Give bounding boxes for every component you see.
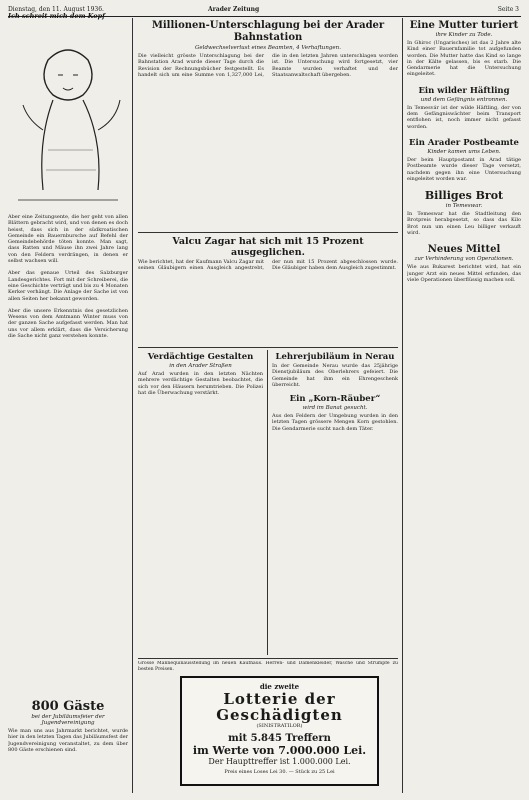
article-mutter: In Ghiroc (Ungarisches) ist das 2 Jahre alte Kind einer Bauernfamilie tot aufgefunden worden. Die Mutter hatte das Kind so lange in der Kälte gelassen, bis es starb. Die Gendarmerie hat die Untersuchung eingeleitet.	[407, 40, 521, 78]
lottery-title: Lotterie der Geschädigten	[216, 690, 343, 724]
article-gestalten: Auf Arad wurden in den letzten Nächten mehrere verdächtige Gestalten beobachtet, die sich vor den Häusern herumtrieben. Die Polizei hat die Überwachung verstärkt.	[138, 371, 263, 396]
article-amtmann: Aber die unsere Erkenntnis des gesetzlichen Wesens von dem Amtmann Winter muss von der ganzen Sache aufgefasst werden. Man hat uns vor allem erklärt, dass die Versicherung die Sache nicht ganz verstehen konnte.	[8, 307, 128, 340]
column-divider-inner	[267, 350, 268, 655]
headline-mutter: Eine Mutter turiert	[409, 20, 519, 31]
lottery-value: im Werte von 7.000.000 Lei.	[192, 744, 367, 757]
article-lehrer: In der Gemeinde Nerau wurde das 25jährige Dienstjubiläum des Oberlehrers gefeiert. Die Gemeinde hat ihm ein Ehrengeschenk überreicht.	[272, 363, 398, 388]
issue-date: Dienstag, den 11. August 1936.	[8, 6, 104, 13]
subhead-gestalten: in den Arader Straßen	[169, 363, 232, 369]
headline-mittel: Neues Mittel	[427, 244, 501, 256]
article-haeftling: In Temesvár ist der wilde Häftling, der von dem Gefängniswächter beim Transport entflohen ist, noch immer nicht gefasst worden.	[407, 104, 521, 130]
column-right	[407, 18, 521, 796]
notice-text: Grosse Mannequinausstellung im neuen Kaufhaus. Herren- und Damenkleider, Wäsche und Strümpfe zu besten Preisen.	[138, 661, 398, 672]
article-korn: Aus den Feldern der Umgebung wurden in den letzten Tagen grössere Mengen Korn gestohlen. Die Gendarmerie sucht nach dem Täter.	[272, 413, 398, 432]
lottery-advertisement	[180, 676, 379, 786]
article-millionen: Die vielleicht grösste Unterschlagung bei der Bahnstation Arad wurde dieser Tage durch die Revision der Rechnungsbücher festgestellt. Es handelt sich um eine Summe von 1,327,000 Lei, die in den letzten Jahren unterschlagen worden ist. Die Untersuchung wird fortgesetzt, vier Beamte wurden verhaftet und der Staatsanwaltschaft übergeben.	[138, 53, 398, 78]
headline-korn: Ein „Korn-Räuber“	[289, 394, 381, 405]
article-mittel: Wie aus Bukarest berichtet wird, hat ein junger Arzt ein neues Mittel erfunden, das viele Operationen überflüssig machen soll.	[407, 264, 521, 283]
subhead-brot: in Temeswar.	[445, 203, 483, 210]
lottery-subtitle: (SINISTRATILOR)	[256, 723, 303, 729]
headline-brot: Billiges Brot	[424, 189, 504, 203]
lottery-main-prize: Der Haupttreffer ist 1.000.000 Lei.	[208, 757, 351, 766]
headline-postbeamte: Ein Arader Postbeamte	[409, 137, 519, 148]
column-1	[8, 214, 128, 694]
divider-lower	[138, 347, 398, 348]
main-article	[138, 18, 398, 238]
sketch-caption-wrap	[8, 12, 128, 22]
column-divider	[132, 18, 133, 793]
subhead-mutter: ihre Kinder zu Tode.	[435, 32, 493, 38]
subhead-haeftling: und dem Gefängnis entronnen.	[420, 96, 508, 103]
headline-gestalten: Verdächtige Gestalten	[147, 352, 254, 362]
subhead-korn: wird im Banat gesucht.	[302, 405, 368, 412]
article-zagar: Wie berichtet, hat der Kaufmann Valcu Zagar mit seinen Gläubigern einen Ausgleich angestrebt, der nun mit 15 Prozent abgeschlossen wurde. Die Gläubiger haben dem Ausgleich zugestimmt.	[138, 259, 398, 272]
subhead-postbeamte: Kinder kamen ums Leben.	[427, 148, 501, 155]
subhead-800-gaeste: bei der Jubiläumsfeier der Jugendvereinigung	[31, 714, 105, 726]
lottery-line-1: die zweite	[259, 682, 300, 691]
divider-notice	[138, 658, 398, 659]
article-salzburg: Aber das genaue Urteil des Salzburger Landesgerichtes. Fort mit der Schreiberei, die eine Geschichte verträgt und bis zu 4 Monaten Kerker verhängt. Die Anlage der Sache ist von allen Seiten her bekannt geworden.	[8, 270, 128, 302]
article-zeitungsente: Aber eine Zeitungsente, die her geht von allen Blättern gebracht wird, und von denen es doch heisst, dass sich in der südkroatischen Gemeinde ein Bauernbursche auf Befehl der Gemeindebehörde töten konnte. Man sagt, dass Ratten und Mäuse ihn zwei Jahre lang von den Feldern verdrängen, in denen er selbst wachsen will.	[8, 214, 128, 265]
headline-millionen: Millionen-Unterschlagung bei der Arader Bahnstation	[151, 20, 385, 43]
gestalten-article	[138, 350, 263, 655]
lottery-price: Preis eines Loses Lei 30. — Stück zu 25 Lei	[224, 769, 335, 775]
article-postbeamte: Der beim Hauptpostamt in Arad tätige Postbeamte wurde dieser Tage versetzt, nachdem gegen ihn eine Untersuchung eingeleitet worden war.	[407, 156, 521, 182]
page-number: Seite 3	[497, 6, 519, 13]
sketch-caption: Ich schreit mich dem Kopf	[8, 12, 105, 20]
zagar-article	[138, 234, 398, 344]
subhead-millionen: Geldwechselverlust eines Beamten, 4 Verhaftungen.	[195, 45, 341, 51]
headline-haeftling: Ein wilder Häftling	[418, 85, 510, 96]
divider-zagar	[138, 232, 398, 233]
lottery-prizes: mit 5.845 Treffern	[228, 733, 331, 744]
notice-strip	[138, 661, 398, 675]
caricature-drawing	[8, 20, 128, 210]
article-brot: In Temeswar hat die Stadtleitung den Brotpreis herabgesetzt, so dass das Kilo Brot nun um einen Leu billiger verkauft wird.	[407, 211, 521, 237]
headline-lehrer: Lehrerjubiläum in Nerau	[275, 352, 395, 362]
subhead-mittel: zur Verhinderung von Operationen.	[414, 256, 514, 263]
caricature-illustration	[8, 20, 128, 210]
lehrer-korn-articles	[272, 350, 398, 655]
article-800-gaeste: Wie man uns aus Jahrmarkt berichtet, wurde hier in den letzten Tagen das Jubiläumsfest der Jugendvereinigung veranstaltet, zu dem über 800 Gäste erschienen sind.	[8, 728, 128, 753]
column-divider-right	[402, 18, 403, 793]
headline-zagar: Valcu Zagar hat sich mit 15 Prozent ausgeglichen.	[172, 236, 364, 258]
newspaper-name: Arader Zeitung	[208, 6, 260, 13]
headline-800-gaeste: 800 Gäste	[31, 700, 105, 714]
column-1-bottom	[8, 700, 128, 795]
